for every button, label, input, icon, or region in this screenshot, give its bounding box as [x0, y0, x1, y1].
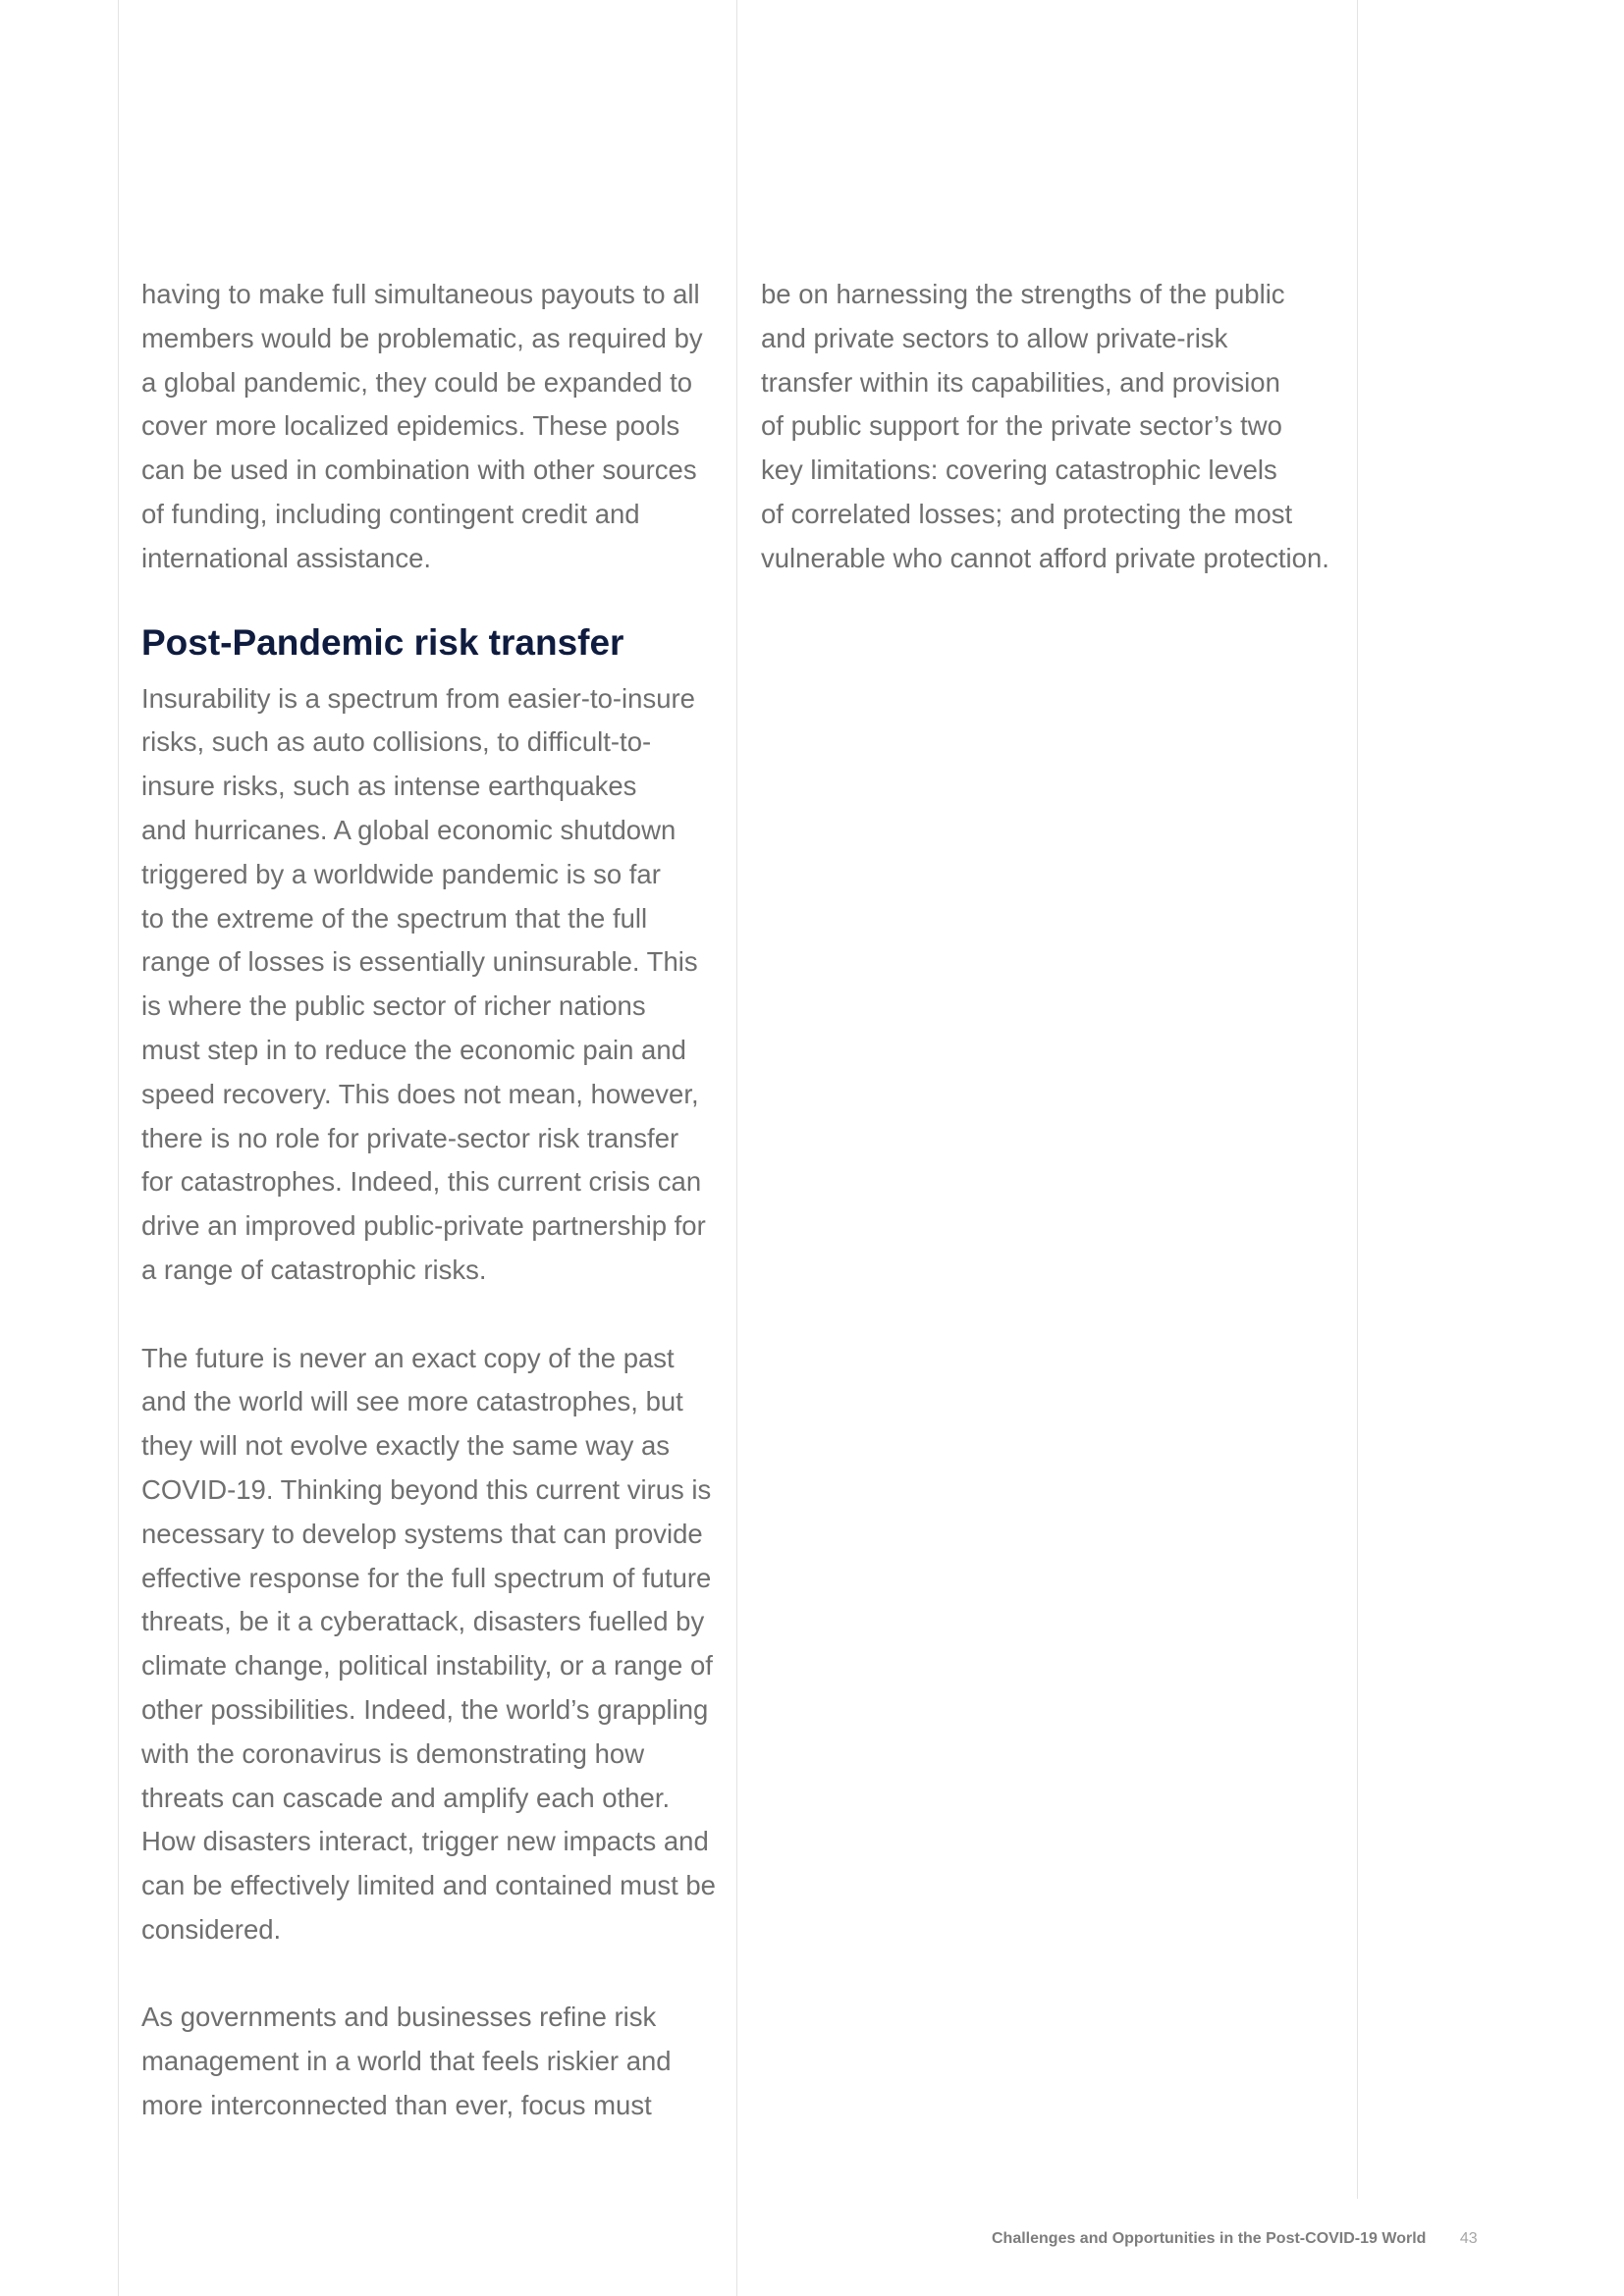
text-line: cover more localized epidemics. These pools	[141, 410, 680, 442]
footer-title: Challenges and Opportunities in the Post-COVID-19 World	[992, 2230, 1427, 2247]
text-line: climate change, political instability, or a range of	[141, 1650, 713, 1682]
text-line: COVID-19. Thinking beyond this current virus is	[141, 1473, 712, 1505]
page-footer	[992, 2230, 1478, 2248]
paragraph-gap	[141, 1952, 721, 1997]
text-line: considered.	[141, 1913, 282, 1945]
page-number: 43	[1459, 2230, 1478, 2247]
text-line: members would be problematic, as required by	[141, 322, 703, 353]
text-line: is where the public sector of richer nations	[141, 990, 646, 1022]
text-line: a global pandemic, they could be expanded to	[141, 366, 693, 398]
text-line: a range of catastrophic risks.	[141, 1254, 487, 1285]
text-line: and private sectors to allow private-risk	[761, 322, 1228, 353]
text-line: of correlated losses; and protecting the most	[761, 498, 1293, 529]
right-column	[761, 273, 1340, 581]
text-line: must step in to reduce the economic pain and	[141, 1034, 686, 1065]
text-line: more interconnected than ever, focus must	[141, 2090, 652, 2121]
text-line: insure risks, such as intense earthquakes	[141, 771, 637, 802]
text-line: drive an improved public-private partnership for	[141, 1210, 706, 1242]
text-line: effective response for the full spectrum of future	[141, 1562, 712, 1593]
text-line: triggered by a worldwide pandemic is so far	[141, 858, 661, 889]
text-line: they will not evolve exactly the same way as	[141, 1430, 671, 1462]
text-line: having to make full simultaneous payouts to all	[141, 279, 700, 309]
text-line: can be used in combination with other sources	[141, 454, 697, 486]
text-line: vulnerable who cannot afford private protection.	[761, 542, 1329, 573]
text-line: of funding, including contingent credit and	[141, 498, 640, 529]
text-line: of public support for the private sector’s two	[761, 410, 1282, 442]
paragraph-harnessing	[761, 273, 1340, 581]
text-line: international assistance.	[141, 542, 432, 573]
column-rule-left	[118, 0, 119, 2296]
text-line: Insurability is a spectrum from easier-to-insure	[141, 682, 695, 714]
text-line: can be effectively limited and contained must be	[141, 1870, 716, 1901]
paragraph-governments	[141, 1996, 721, 2127]
text-line: threats can cascade and amplify each other.	[141, 1782, 671, 1813]
text-line: range of losses is essentially uninsurable. This	[141, 946, 698, 978]
text-line: with the coronavirus is demonstrating how	[141, 1737, 645, 1769]
paragraph-pools	[141, 273, 721, 581]
paragraph-insurability	[141, 677, 721, 1293]
text-line: transfer within its capabilities, and provision	[761, 366, 1280, 398]
text-line: threats, be it a cyberattack, disasters fuelled by	[141, 1606, 705, 1637]
text-line: be on harnessing the strengths of the public	[761, 279, 1285, 309]
text-line: How disasters interact, trigger new impacts and	[141, 1826, 709, 1857]
paragraph-gap	[141, 1293, 721, 1337]
text-line: for catastrophes. Indeed, this current crisis can	[141, 1166, 702, 1198]
paragraph-future	[141, 1337, 721, 1952]
section-heading: Post-Pandemic risk transfer	[141, 621, 624, 663]
text-line: to the extreme of the spectrum that the full	[141, 902, 648, 934]
text-line: key limitations: covering catastrophic levels	[761, 454, 1277, 486]
text-line: The future is never an exact copy of the past	[141, 1342, 675, 1373]
column-rule-middle	[736, 0, 737, 2296]
text-line: management in a world that feels riskier and	[141, 2046, 672, 2077]
text-line: and the world will see more catastrophes, but	[141, 1386, 683, 1417]
text-line: risks, such as auto collisions, to difficult-to-	[141, 726, 652, 758]
left-column	[141, 273, 721, 2128]
column-rule-right	[1357, 0, 1358, 2199]
text-line: there is no role for private-sector risk transfer	[141, 1122, 679, 1153]
text-line: As governments and businesses refine risk	[141, 2002, 657, 2033]
text-line: and hurricanes. A global economic shutdown	[141, 814, 677, 845]
text-line: other possibilities. Indeed, the world’s grappling	[141, 1693, 709, 1725]
text-line: speed recovery. This does not mean, however,	[141, 1078, 699, 1109]
text-line: necessary to develop systems that can provide	[141, 1518, 703, 1549]
